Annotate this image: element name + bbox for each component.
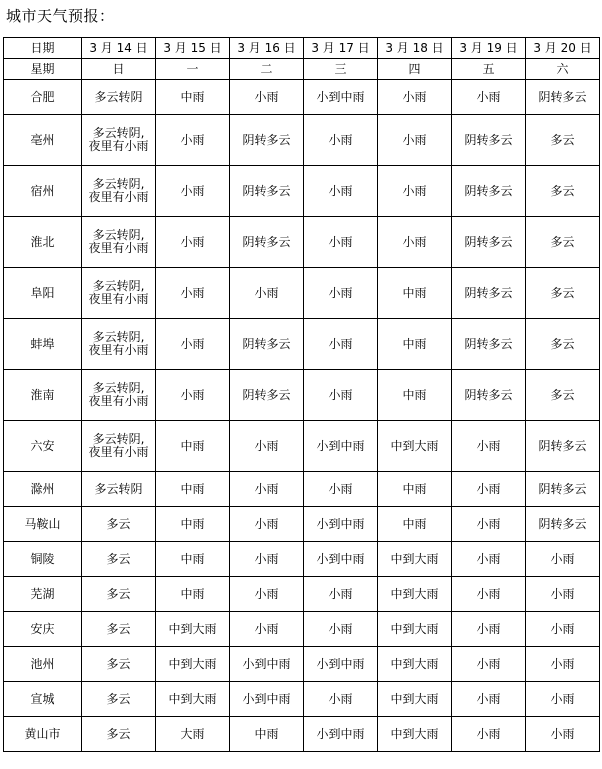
forecast-cell [452,421,526,472]
forecast-text: 中雨 [402,336,427,351]
forecast-text: 小雨 [328,183,353,198]
forecast-text: 多云转阴,夜里有小雨 [88,432,149,459]
forecast-cell [452,268,526,319]
date-cell: 3 月 18 日 [378,38,452,59]
forecast-cell [304,682,378,717]
forecast-text: 多云 [550,183,575,198]
forecast-text: 多云 [550,285,575,300]
forecast-text: 小雨 [254,551,279,566]
forecast-text: 阴转多云 [242,387,291,402]
forecast-cell [304,577,378,612]
forecast-cell [230,421,304,472]
city-name-cell: 淮北 [4,217,82,268]
forecast-text: 阴转多云 [464,336,513,351]
forecast-text: 小雨 [180,387,205,402]
table-row [4,507,600,542]
forecast-text: 多云转阴 [94,481,143,496]
forecast-text: 小雨 [180,285,205,300]
forecast-text: 小到中雨 [242,691,291,706]
forecast-cell [452,612,526,647]
forecast-cell [230,717,304,752]
forecast-cell [156,421,230,472]
date-cell: 3 月 19 日 [452,38,526,59]
forecast-cell [156,542,230,577]
forecast-cell [82,542,156,577]
forecast-cell [378,612,452,647]
forecast-cell [304,319,378,370]
forecast-text: 多云转阴,夜里有小雨 [88,126,149,153]
forecast-cell [230,507,304,542]
forecast-text: 多云 [550,132,575,147]
forecast-cell [82,319,156,370]
forecast-cell [304,612,378,647]
forecast-cell [452,166,526,217]
forecast-cell [304,647,378,682]
forecast-cell [526,612,600,647]
forecast-cell [378,472,452,507]
forecast-cell [156,115,230,166]
date-cell: 3 月 15 日 [156,38,230,59]
forecast-text: 小雨 [476,691,501,706]
forecast-text: 小雨 [550,586,575,601]
forecast-cell [526,370,600,421]
forecast-cell [304,421,378,472]
city-name-cell: 安庆 [4,612,82,647]
forecast-text: 阴转多云 [464,183,513,198]
forecast-text: 小雨 [476,89,501,104]
forecast-text: 小到中雨 [316,516,365,531]
forecast-text: 多云 [106,516,131,531]
forecast-text: 多云转阴 [94,89,143,104]
forecast-text: 大雨 [180,726,205,741]
forecast-cell [378,507,452,542]
forecast-cell [156,472,230,507]
forecast-cell [156,370,230,421]
forecast-text: 中到大雨 [390,438,439,453]
forecast-cell [378,421,452,472]
forecast-text: 小雨 [328,621,353,636]
forecast-cell [82,370,156,421]
table-row [4,717,600,752]
city-name-cell: 阜阳 [4,268,82,319]
forecast-cell [378,115,452,166]
forecast-cell [378,647,452,682]
forecast-cell [156,217,230,268]
forecast-text: 阴转多云 [538,89,587,104]
forecast-text: 小雨 [328,586,353,601]
forecast-cell [378,217,452,268]
forecast-text: 多云转阴,夜里有小雨 [88,381,149,408]
forecast-text: 中雨 [402,387,427,402]
forecast-text: 中雨 [180,438,205,453]
forecast-cell [230,472,304,507]
forecast-cell [526,421,600,472]
page-title: 城市天气预报： [6,7,115,25]
forecast-text: 小雨 [328,691,353,706]
forecast-text: 中到大雨 [390,621,439,636]
forecast-cell [304,268,378,319]
forecast-cell [230,682,304,717]
forecast-text: 小雨 [328,234,353,249]
forecast-text: 中雨 [402,481,427,496]
forecast-cell [82,268,156,319]
forecast-cell [156,268,230,319]
city-name-cell: 马鞍山 [4,507,82,542]
forecast-text: 多云 [550,336,575,351]
forecast-text: 小雨 [328,336,353,351]
forecast-cell [526,166,600,217]
forecast-cell [304,717,378,752]
forecast-text: 小雨 [328,481,353,496]
city-name-cell: 黄山市 [4,717,82,752]
forecast-cell [82,217,156,268]
forecast-text: 小雨 [254,89,279,104]
forecast-cell [82,647,156,682]
forecast-text: 中雨 [180,516,205,531]
forecast-table-body [4,38,600,752]
forecast-cell [230,319,304,370]
weekday-cell: 一 [156,59,230,80]
forecast-cell [452,217,526,268]
forecast-cell [526,319,600,370]
forecast-text: 小雨 [476,516,501,531]
forecast-text: 小到中雨 [316,726,365,741]
forecast-cell [304,80,378,115]
forecast-cell [452,472,526,507]
forecast-text: 中雨 [180,481,205,496]
table-row [4,80,600,115]
forecast-text: 阴转多云 [242,234,291,249]
weekday-cell: 日 [82,59,156,80]
city-name-cell: 合肥 [4,80,82,115]
forecast-text: 多云 [106,586,131,601]
weekday-cell: 五 [452,59,526,80]
table-row [4,612,600,647]
forecast-text: 中到大雨 [390,551,439,566]
date-header-row [4,38,600,59]
forecast-cell [230,217,304,268]
forecast-cell [526,542,600,577]
forecast-text: 阴转多云 [242,132,291,147]
forecast-cell [304,370,378,421]
forecast-cell [304,542,378,577]
forecast-cell [452,370,526,421]
forecast-cell [156,647,230,682]
forecast-cell [526,80,600,115]
forecast-cell [230,577,304,612]
forecast-cell [304,472,378,507]
forecast-text: 中雨 [402,516,427,531]
forecast-cell [378,577,452,612]
forecast-text: 阴转多云 [464,132,513,147]
forecast-text: 小雨 [328,285,353,300]
forecast-text: 小雨 [402,234,427,249]
forecast-cell [526,268,600,319]
forecast-text: 小雨 [550,726,575,741]
table-row [4,268,600,319]
forecast-cell [156,612,230,647]
forecast-text: 小雨 [402,89,427,104]
weekday-cell: 二 [230,59,304,80]
table-row [4,217,600,268]
forecast-cell [230,542,304,577]
forecast-text: 小雨 [476,726,501,741]
forecast-text: 中到大雨 [390,656,439,671]
forecast-text: 多云 [106,726,131,741]
weekday-cell: 四 [378,59,452,80]
forecast-text: 中到大雨 [390,726,439,741]
forecast-text: 多云 [106,656,131,671]
forecast-text: 小雨 [476,438,501,453]
forecast-text: 多云转阴,夜里有小雨 [88,279,149,306]
forecast-cell [156,682,230,717]
forecast-cell [378,682,452,717]
forecast-text: 小到中雨 [242,656,291,671]
forecast-cell [452,717,526,752]
forecast-text: 多云转阴,夜里有小雨 [88,177,149,204]
date-cell: 3 月 17 日 [304,38,378,59]
table-row [4,421,600,472]
forecast-cell [82,507,156,542]
date-cell: 3 月 14 日 [82,38,156,59]
forecast-text: 小雨 [254,586,279,601]
city-name-cell: 池州 [4,647,82,682]
forecast-text: 小雨 [402,183,427,198]
weather-forecast-table [3,37,600,752]
forecast-cell [156,507,230,542]
forecast-cell [82,612,156,647]
weekday-cell: 三 [304,59,378,80]
weekday-label: 星期 [4,59,82,80]
forecast-text: 小雨 [402,132,427,147]
forecast-cell [526,507,600,542]
forecast-cell [82,577,156,612]
forecast-text: 多云转阴,夜里有小雨 [88,330,149,357]
forecast-cell [378,166,452,217]
table-row [4,115,600,166]
forecast-text: 多云转阴,夜里有小雨 [88,228,149,255]
forecast-text: 中到大雨 [390,691,439,706]
forecast-cell [452,542,526,577]
forecast-cell [378,717,452,752]
forecast-cell [452,682,526,717]
city-name-cell: 淮南 [4,370,82,421]
date-label: 日期 [4,38,82,59]
forecast-cell [526,115,600,166]
forecast-text: 小雨 [476,586,501,601]
forecast-cell [304,166,378,217]
city-name-cell: 滁州 [4,472,82,507]
forecast-text: 多云 [106,621,131,636]
forecast-text: 小雨 [476,551,501,566]
forecast-cell [156,80,230,115]
forecast-cell [526,682,600,717]
forecast-cell [230,612,304,647]
forecast-text: 阴转多云 [242,336,291,351]
forecast-text: 多云 [550,387,575,402]
city-name-cell: 铜陵 [4,542,82,577]
forecast-cell [156,577,230,612]
forecast-text: 中雨 [254,726,279,741]
forecast-text: 小雨 [254,285,279,300]
forecast-cell [82,717,156,752]
forecast-text: 小到中雨 [316,89,365,104]
forecast-cell [82,115,156,166]
forecast-text: 小雨 [254,621,279,636]
city-name-cell: 六安 [4,421,82,472]
forecast-cell [452,115,526,166]
table-row [4,319,600,370]
forecast-cell [304,217,378,268]
forecast-cell [526,217,600,268]
forecast-cell [156,717,230,752]
city-name-cell: 蚌埠 [4,319,82,370]
forecast-text: 多云 [106,691,131,706]
forecast-cell [82,682,156,717]
forecast-text: 多云 [106,551,131,566]
forecast-text: 小到中雨 [316,656,365,671]
forecast-text: 中雨 [180,89,205,104]
date-cell: 3 月 16 日 [230,38,304,59]
forecast-cell [452,577,526,612]
table-row [4,370,600,421]
table-row [4,166,600,217]
forecast-cell [82,472,156,507]
forecast-cell [156,319,230,370]
table-row [4,542,600,577]
table-row [4,577,600,612]
forecast-cell [82,80,156,115]
forecast-text: 中雨 [180,551,205,566]
forecast-text: 小雨 [254,481,279,496]
forecast-cell [230,80,304,115]
forecast-cell [156,166,230,217]
forecast-text: 小雨 [180,234,205,249]
forecast-text: 阴转多云 [242,183,291,198]
forecast-text: 阴转多云 [538,481,587,496]
forecast-cell [230,268,304,319]
forecast-cell [304,115,378,166]
table-row [4,682,600,717]
forecast-cell [82,166,156,217]
forecast-cell [230,370,304,421]
forecast-cell [452,319,526,370]
weekday-header-row [4,59,600,80]
forecast-text: 阴转多云 [464,234,513,249]
forecast-cell [526,577,600,612]
forecast-text: 中雨 [180,586,205,601]
forecast-text: 多云 [550,234,575,249]
forecast-text: 小到中雨 [316,438,365,453]
forecast-cell [304,507,378,542]
forecast-text: 阴转多云 [464,387,513,402]
forecast-cell [452,647,526,682]
forecast-text: 小雨 [328,387,353,402]
forecast-cell [378,319,452,370]
city-name-cell: 宣城 [4,682,82,717]
forecast-text: 中到大雨 [168,691,217,706]
forecast-cell [230,115,304,166]
table-row [4,647,600,682]
forecast-text: 小雨 [476,656,501,671]
forecast-text: 中雨 [402,285,427,300]
table-row [4,472,600,507]
forecast-cell [526,717,600,752]
forecast-text: 中到大雨 [168,621,217,636]
city-name-cell: 宿州 [4,166,82,217]
city-name-cell: 亳州 [4,115,82,166]
forecast-text: 小雨 [550,656,575,671]
forecast-cell [378,80,452,115]
forecast-cell [378,542,452,577]
forecast-cell [378,268,452,319]
forecast-cell [526,647,600,682]
forecast-text: 小雨 [254,438,279,453]
forecast-text: 小雨 [180,132,205,147]
forecast-cell [526,472,600,507]
forecast-text: 小雨 [550,691,575,706]
forecast-cell [230,166,304,217]
forecast-cell [82,421,156,472]
forecast-cell [452,80,526,115]
forecast-cell [378,370,452,421]
weekday-cell: 六 [526,59,600,80]
date-cell: 3 月 20 日 [526,38,600,59]
forecast-text: 小雨 [476,481,501,496]
city-name-cell: 芜湖 [4,577,82,612]
forecast-cell [230,647,304,682]
forecast-text: 小雨 [180,183,205,198]
forecast-text: 小雨 [254,516,279,531]
forecast-text: 阴转多云 [538,516,587,531]
forecast-text: 小雨 [476,621,501,636]
forecast-cell [452,507,526,542]
forecast-text: 阴转多云 [538,438,587,453]
forecast-text: 小雨 [550,621,575,636]
forecast-text: 中到大雨 [168,656,217,671]
forecast-text: 小雨 [550,551,575,566]
forecast-text: 中到大雨 [390,586,439,601]
forecast-text: 小雨 [328,132,353,147]
forecast-text: 阴转多云 [464,285,513,300]
forecast-text: 小到中雨 [316,551,365,566]
forecast-text: 小雨 [180,336,205,351]
